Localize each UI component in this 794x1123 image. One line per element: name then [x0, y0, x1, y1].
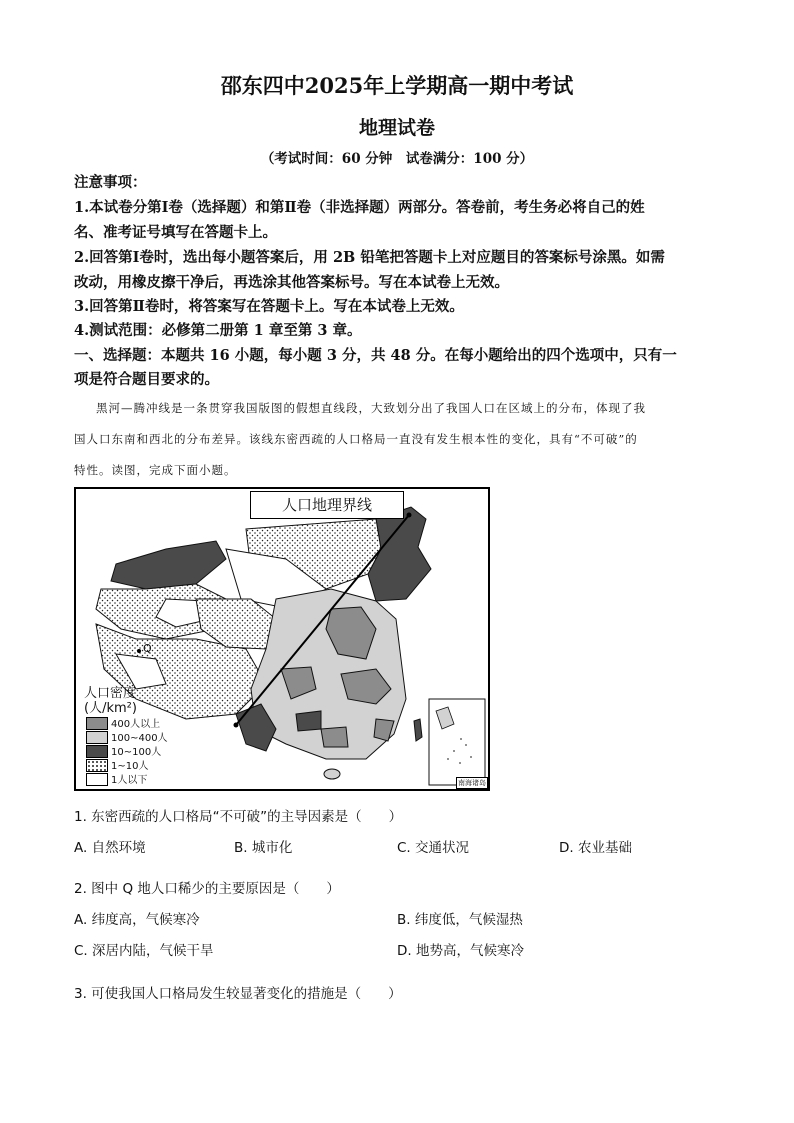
exam-title: 邵东四中2025年上学期高一期中考试 [220, 73, 574, 98]
legend-swatch-100-400 [86, 731, 108, 744]
option-d[interactable]: D. 地势高，气候寒冷 [397, 943, 524, 959]
legend-label: 100~400人 [111, 733, 168, 744]
option-d[interactable]: D. 农业基础 [559, 840, 632, 856]
notice-line: 名、准考证号填写在答题卡上。 [74, 224, 277, 241]
notice-line: 改动，用橡皮擦干净后，再选涂其他答案标号。写在本试卷上无效。 [74, 274, 509, 291]
option-c[interactable]: C. 深居内陆，气候干旱 [74, 943, 214, 959]
notice-line: 4.测试范围：必修第二册第 1 章至第 3 章。 [74, 322, 362, 339]
notice-heading: 注意事项： [74, 174, 147, 191]
passage-line: 特性。读图，完成下面小题。 [74, 463, 237, 477]
legend-swatch-400plus [86, 717, 108, 730]
notice-line: 2.回答第Ⅰ卷时，选出每小题答案后，用 2B 铅笔把答题卡上对应题目的答案标号涂黑。如需 [74, 249, 665, 266]
question-stem: 3. 可使我国人口格局发生较显著变化的措施是（ ） [74, 986, 402, 1002]
legend-swatch-1-10 [86, 759, 108, 772]
point-q-marker [137, 649, 141, 653]
option-b[interactable]: B. 纬度低，气候湿热 [397, 912, 523, 928]
question-stem: 2. 图中 Q 地人口稀少的主要原因是（ ） [74, 881, 340, 897]
legend-label: 1~10人 [111, 761, 149, 772]
legend-label: 10~100人 [111, 747, 162, 758]
population-density-map [74, 487, 490, 791]
passage-line: 国人口东南和西北的分布差异。该线东密西疏的人口格局一直没有发生根本性的变化，具有“不可破”的 [74, 432, 638, 446]
option-a[interactable]: A. 纬度高，气候寒冷 [74, 912, 200, 928]
section-heading: 一、选择题：本题共 16 小题，每小题 3 分，共 48 分。在每小题给出的四个选项中，只有一 [74, 347, 677, 364]
legend-title: 人口密度 [84, 686, 137, 701]
map-title: 人口地理界线 [250, 491, 404, 519]
point-q-label: Q [143, 642, 152, 655]
legend-unit: (人/km²) [84, 701, 137, 716]
legend-label: 400人以上 [111, 719, 161, 730]
option-c[interactable]: C. 交通状况 [397, 840, 470, 856]
inset-label: 南海诸岛 [458, 779, 486, 787]
notice-line: 3.回答第Ⅱ卷时，将答案写在答题卡上。写在本试卷上无效。 [74, 298, 464, 315]
notice-line: 1.本试卷分第Ⅰ卷（选择题）和第Ⅱ卷（非选择题）两部分。答卷前，考生务必将自己的姓 [74, 199, 645, 216]
option-a[interactable]: A. 自然环境 [74, 840, 146, 856]
exam-subtitle: 地理试卷 [358, 117, 435, 139]
passage-line: 黑河—腾冲线是一条贯穿我国版图的假想直线段，大致划分出了我国人口在区域上的分布，体现了我 [96, 401, 646, 415]
option-b[interactable]: B. 城市化 [234, 840, 293, 856]
question-stem: 1. 东密西疏的人口格局“不可破”的主导因素是（ ） [74, 809, 403, 825]
legend-swatch-10-100 [86, 745, 108, 758]
section-heading-cont: 项是符合题目要求的。 [74, 371, 219, 388]
legend-label: 1人以下 [111, 775, 148, 786]
exam-info: （考试时间：60 分钟 试卷满分：100 分） [260, 151, 534, 167]
legend-swatch-under-1 [86, 773, 108, 786]
